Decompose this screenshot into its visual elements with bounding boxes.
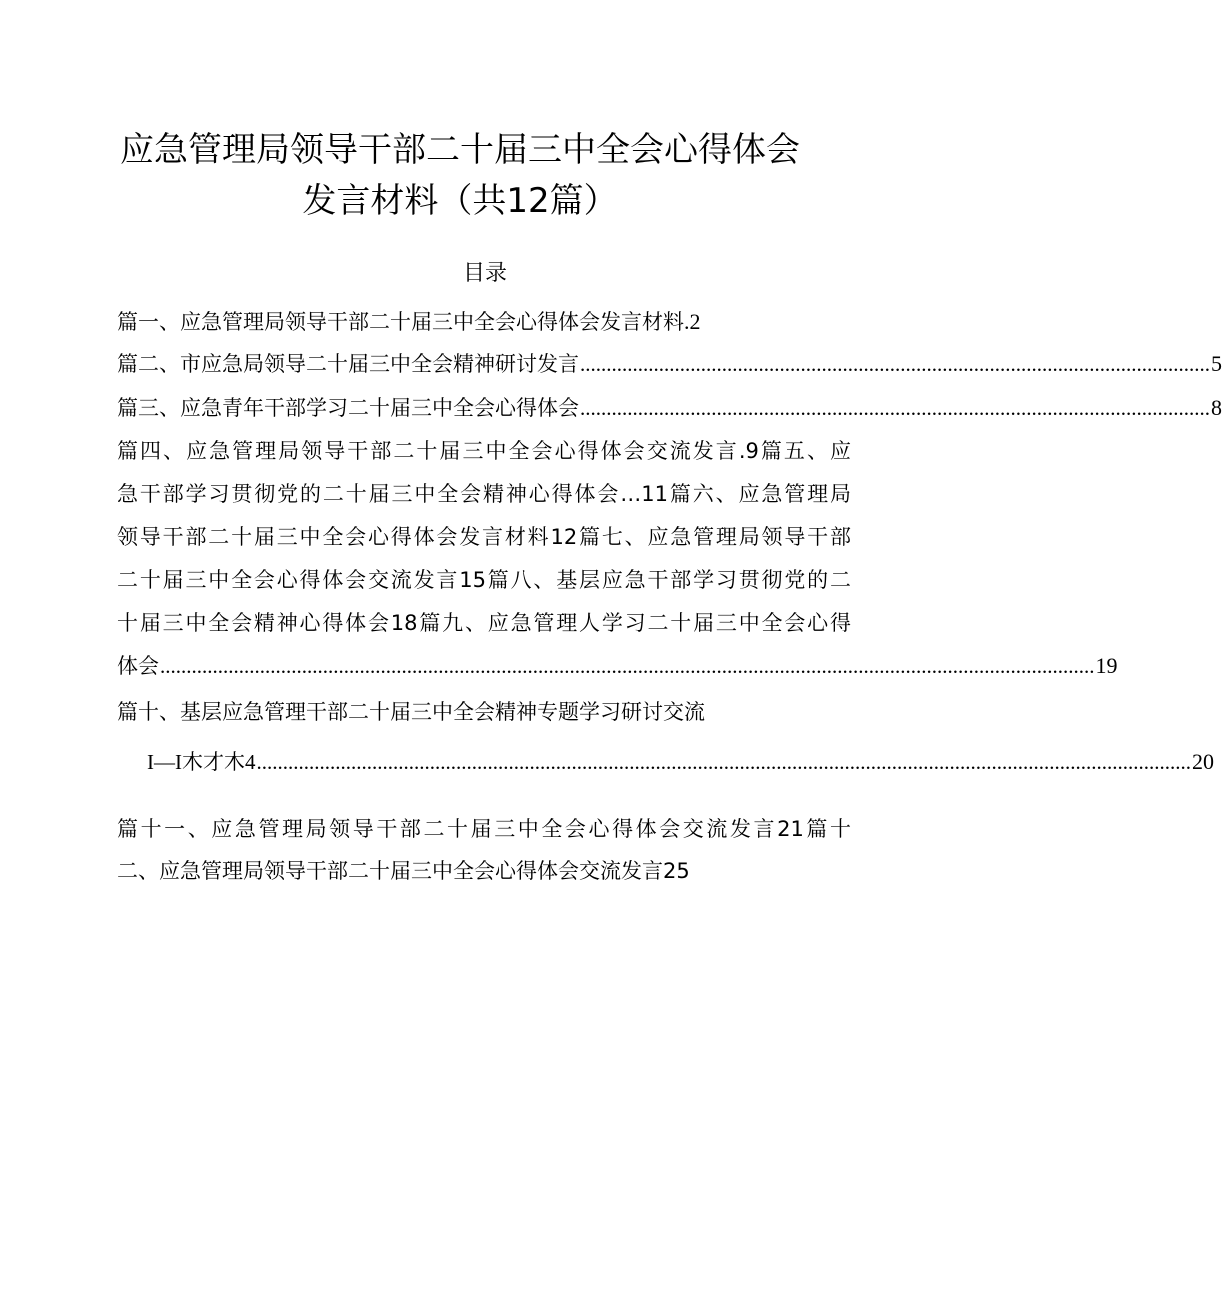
toc-entry-page: 20 — [1192, 749, 1214, 774]
toc-entry-text: I—I木才木4 — [147, 750, 256, 774]
toc-entry-page: 19 — [1095, 653, 1118, 678]
toc-block-line-1[interactable]: 篇四、应急管理局领导干部二十届三中全会心得体会交流发言.9篇五、应 — [117, 439, 851, 463]
toc-entry-10-line-2[interactable] — [147, 747, 1214, 777]
dot-leader: ........................................................................................................................ — [580, 352, 1210, 376]
toc-entry-10-line-1[interactable]: 篇十、基层应急管理干部二十届三中全会精神专题学习研讨交流 — [117, 700, 705, 724]
toc-block-line-2[interactable]: 急干部学习贯彻党的二十届三中全会精神心得体会…11篇六、应急管理局 — [117, 482, 851, 506]
toc-entry-text: 篇一、应急管理局领导干部二十届三中全会心得体会发言材料 — [117, 310, 684, 334]
toc-entry-1[interactable] — [117, 307, 777, 337]
toc-entry-3[interactable] — [117, 393, 1222, 423]
toc-block-line-4[interactable]: 二十届三中全会心得体会交流发言15篇八、基层应急干部学习贯彻党的二 — [117, 568, 851, 592]
dot-leader: .................................................................................................................................................................................. — [160, 654, 1095, 678]
dot-leader: ........................................................................................................................ — [580, 396, 1210, 420]
document-title-line-2: 发言材料（共12篇） — [302, 181, 618, 221]
toc-entry-2[interactable] — [117, 349, 1222, 379]
toc-block-line-6[interactable] — [117, 651, 1118, 681]
toc-entry-page: 5 — [1211, 351, 1222, 376]
toc-entry-text: 体会 — [117, 654, 159, 678]
toc-heading: 目录 — [462, 261, 507, 286]
toc-block-line-3[interactable]: 领导干部二十届三中全会心得体会发言材料12篇七、应急管理局领导干部 — [117, 525, 851, 549]
toc-entry-text: 篇三、应急青年干部学习二十届三中全会心得体会 — [117, 396, 579, 420]
toc-entry-text: 篇二、市应急局领导二十届三中全会精神研讨发言 — [117, 352, 579, 376]
toc-entry-12-line-2[interactable]: 二、应急管理局领导干部二十届三中全会心得体会交流发言25 — [117, 859, 690, 883]
toc-entry-page: 8 — [1211, 395, 1222, 420]
dot-leader: .................................................................................................................................................................................. — [256, 750, 1191, 774]
toc-entry-page: .2 — [684, 309, 701, 334]
toc-entry-11-line-1[interactable]: 篇十一、应急管理局领导干部二十届三中全会心得体会交流发言21篇十 — [117, 817, 851, 841]
document-title-line-1: 应急管理局领导干部二十届三中全会心得体会 — [120, 130, 800, 170]
toc-block-line-5[interactable]: 十届三中全会精神心得体会18篇九、应急管理人学习二十届三中全会心得 — [117, 611, 851, 635]
